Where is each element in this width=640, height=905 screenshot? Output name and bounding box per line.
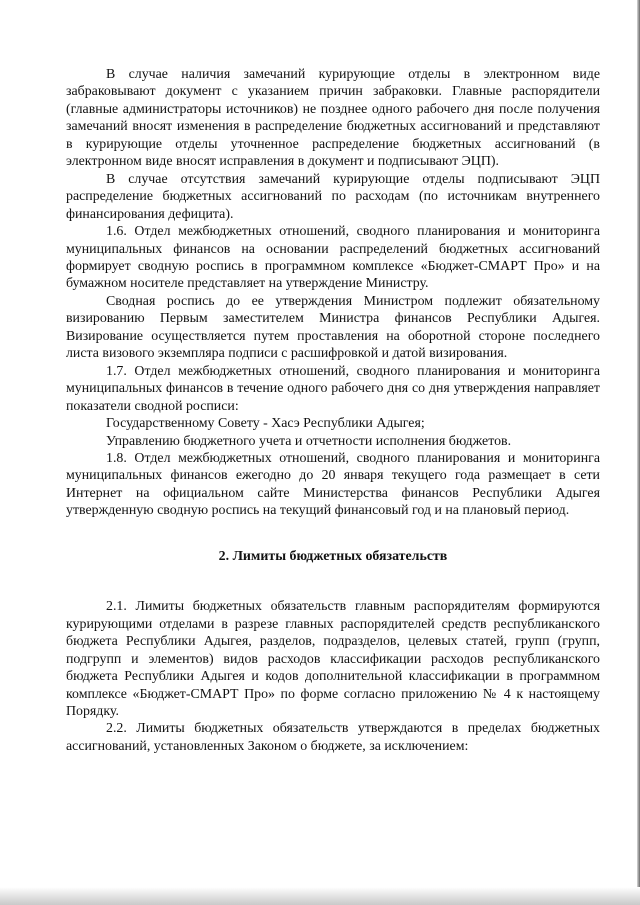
document-body (66, 66, 600, 755)
scan-bottom-edge (0, 887, 640, 905)
paragraph-2-2: 2.2. Лимиты бюджетных обязательств утверждаются в пределах бюджетных ассигнований, установленных Законом о бюджете, за исключением: (66, 721, 600, 754)
paragraph-1-6: 1.6. Отдел межбюджетных отношений, сводного планирования и мониторинга муниципальных финансов на основании распределений бюджетных ассигнований формирует сводную роспись в программном комплексе «Бюджет-СМАРТ Про» и на бумажном носителе представляет на утверждение Министру. (66, 224, 600, 292)
list-item: Управлению бюджетного учета и отчетности исполнения бюджетов. (106, 433, 512, 449)
paragraph-2-1: 2.1. Лимиты бюджетных обязательств главным распорядителям формируются курирующими отделами в разрезе главных распорядителей средств республиканского бюджета Республики Адыгея, разделов, подразделов, целевых статей, групп (групп, подгрупп и элементов) видов расходов классификации расходов республиканского бюджета Республики Адыгея и кодов дополнительной классификации в программном комплексе «Бюджет-СМАРТ Про» по форме согласно приложению № 4 к настоящему Порядку. (66, 599, 600, 719)
list-item: Государственному Совету - Хасэ Республики Адыгея; (106, 416, 425, 432)
paragraph: В случае наличия замечаний курирующие отделы в электронном виде забраковывают документ с указанием причин забраковки. Главные распорядители (главные администраторы источников) не позднее одного рабочего дня после получения замечаний вносят изменения в распределение бюджетных ассигнований и представляют в курирующие отделы уточненное распределение бюджетных ассигнований (в электронном виде вносят исправления в документ и подписывают ЭЦП). (66, 67, 600, 170)
section-heading: 2. Лимиты бюджетных обязательств (218, 548, 448, 564)
paragraph: В случае отсутствия замечаний курирующие отделы подписывают ЭЦП распределение бюджетных ассигнований по расходам (по источникам внутреннего финансирования дефицита). (66, 171, 600, 222)
paragraph: Сводная роспись до ее утверждения Министром подлежит обязательному визированию Первым заместителем Министра финансов Республики Адыгея. Визирование осуществляется путем проставления на оборотной стороне последнего листа визового экземпляра подписи с расшифровкой и датой визирования. (66, 293, 600, 362)
paragraph-1-8: 1.8. Отдел межбюджетных отношений, сводного планирования и мониторинга муниципальных финансов ежегодно до 20 января текущего года размещает в сети Интернет на официальном сайте Министерства финансов Республики Адыгея утвержденную сводную роспись на текущий финансовый год и на плановый период. (66, 450, 600, 519)
paragraph-1-7: 1.7. Отдел межбюджетных отношений, сводного планирования и мониторинга муниципальных финансов в течение одного рабочего дня со дня утверждения направляет показатели сводной росписи: (66, 363, 600, 414)
